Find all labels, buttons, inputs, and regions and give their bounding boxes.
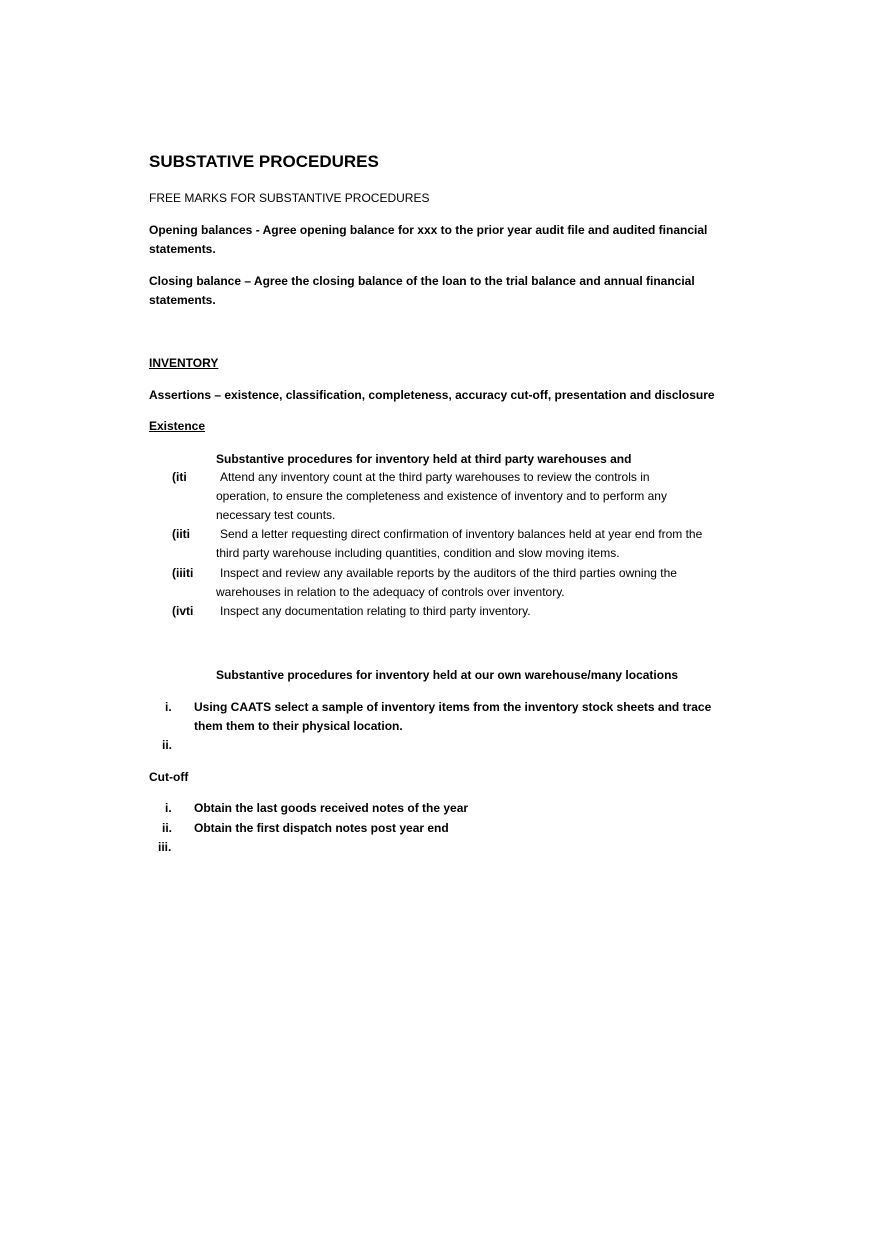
existence-heading: Existence [149, 419, 206, 433]
cutoff-heading: Cut-off [149, 770, 189, 784]
list-item-text: warehouses in relation to the adequacy of controls over inventory. [216, 585, 565, 599]
list-item-marker: (iti [172, 470, 187, 484]
list-item-marker: i. [165, 700, 172, 714]
list-item-marker: ii. [162, 738, 173, 752]
list-item-text: necessary test counts. [216, 508, 336, 522]
list-item-text: Inspect and review any available reports by the auditors of the third parties owning the [220, 566, 677, 580]
list-item-marker: (ivti [172, 604, 194, 618]
third-party-heading: Substantive procedures for inventory held at third party warehouses and [216, 452, 632, 466]
list-item-text: Attend any inventory count at the third party warehouses to review the controls in [220, 470, 650, 484]
list-item-text: Obtain the last goods received notes of the year [194, 801, 469, 815]
inventory-heading: INVENTORY [149, 356, 219, 370]
list-item-text: Using CAATS select a sample of inventory items from the inventory stock sheets and trace [194, 700, 712, 714]
list-item-text: Inspect any documentation relating to third party inventory. [220, 604, 531, 618]
list-item-text: operation, to ensure the completeness and existence of inventory and to perform any [216, 489, 667, 503]
list-item-text: third party warehouse including quantities, condition and slow moving items. [216, 546, 620, 560]
assertions-line: Assertions – existence, classification, completeness, accuracy cut-off, presentation and disclosure [149, 388, 715, 402]
list-item-marker: (iiiti [172, 566, 194, 580]
free-marks-line: FREE MARKS FOR SUBSTANTIVE PROCEDURES [149, 191, 430, 205]
list-item-marker: (iiti [172, 527, 190, 541]
opening-balances-line-2: statements. [149, 242, 216, 256]
closing-balance-line-2: statements. [149, 293, 216, 307]
list-item-text: Obtain the first dispatch notes post year end [194, 821, 449, 835]
list-item-text: them them to their physical location. [194, 719, 403, 733]
list-item-marker: i. [165, 801, 172, 815]
list-item-marker: iii. [158, 840, 172, 854]
list-item-text: Send a letter requesting direct confirmation of inventory balances held at year end from the [220, 527, 703, 541]
list-item-marker: ii. [162, 821, 173, 835]
own-warehouse-heading: Substantive procedures for inventory held at our own warehouse/many locations [216, 668, 679, 682]
document-title: SUBSTATIVE PROCEDURES [149, 152, 379, 171]
opening-balances-line-1: Opening balances - Agree opening balance for xxx to the prior year audit file and audited financial [149, 223, 708, 237]
closing-balance-line-1: Closing balance – Agree the closing balance of the loan to the trial balance and annual financial [149, 274, 695, 288]
